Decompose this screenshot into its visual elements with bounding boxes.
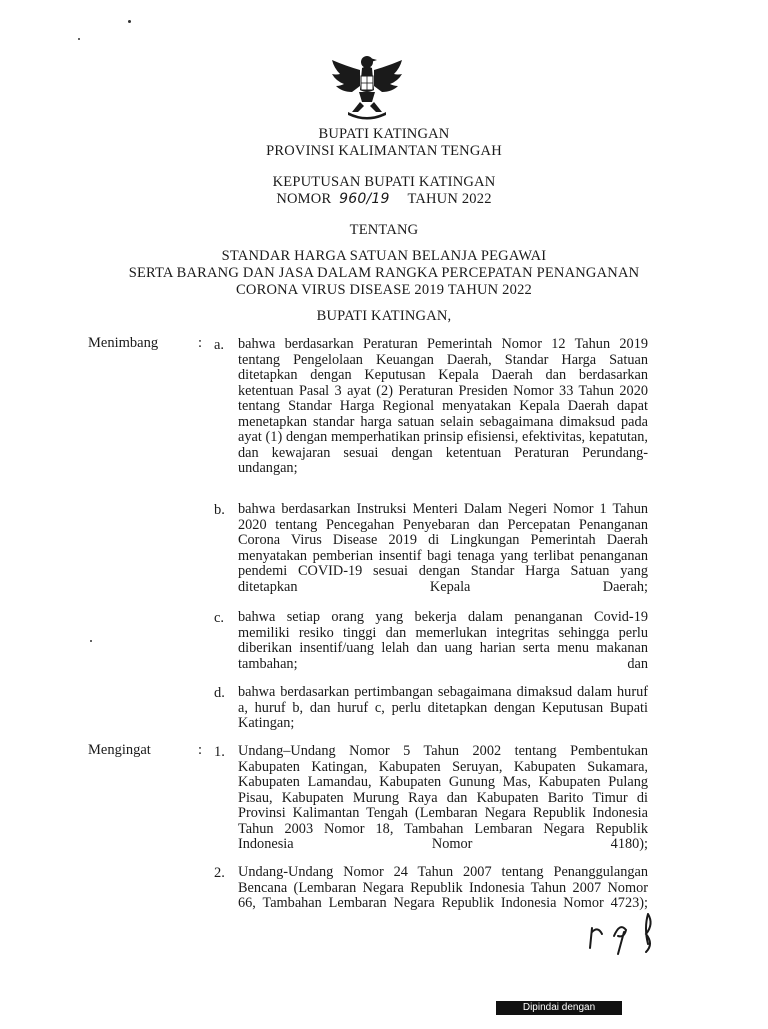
decree-heading	[0, 174, 768, 208]
menimbang-item-text: bahwa berdasarkan Peraturan Pemerintah Nomor 12 Tahun 2019 tentang Pengelolaan Keuangan Daerah, Standar Harga Satuan ditetapkan dengan Keputusan Kepala Daerah dan berdasarkan ketentuan Pasal 3 ayat (2) Peraturan Presiden Nomor 33 Tahun 2020 tentang Standar Harga Regional menyatakan Kepala Daerah dapat menetapkan standar harga satuan selain sebagaimana dimaksud pada ayat (1) dengan memperhatikan prinsip efisiensi, efektivitas, kepatutan, dan kewajaran sesuai dengan ketentuan Peraturan Perundang-undangan;	[238, 336, 648, 476]
nomor-handwritten-value: 960/19	[339, 191, 390, 207]
menimbang-colon: :	[198, 335, 203, 351]
tahun-label: TAHUN 2022	[407, 191, 492, 207]
menimbang-item-text: bahwa berdasarkan pertimbangan sebagaimana dimaksud dalam huruf a, huruf b, dan huruf c, perlu ditetapkan dengan Keputusan Bupati Katingan;	[238, 684, 648, 731]
handwritten-initials-icon	[586, 906, 666, 956]
issuer-line-2: PROVINSI KALIMANTAN TENGAH	[266, 143, 502, 159]
subject-line-1: STANDAR HARGA SATUAN BELANJA PEGAWAI	[221, 248, 547, 264]
tentang-label: TENTANG	[349, 222, 419, 238]
mengingat-item-text: Undang–Undang Nomor 5 Tahun 2002 tentang Pembentukan Kabupaten Katingan, Kabupaten Seruyan, Kabupaten Sukamara, Kabupaten Lamandau, Kabupaten Gunung Mas, Kabupaten Pulang Pisau, Kabupaten Murung Raya dan Kabupaten Barito Timur di Provinsi Kalimantan Tengah (Lembaran Negara Republik Indonesia Tahun 2003 Nomor 18, Tambahan Lembaran Negara Republik Indonesia Nomor 4180);	[238, 743, 648, 852]
menimbang-item-marker: b.	[214, 502, 225, 518]
mengingat-item-marker: 1.	[214, 744, 225, 760]
scan-speck	[90, 640, 92, 642]
issuer-line-1: BUPATI KATINGAN	[318, 126, 450, 142]
menimbang-item-text: bahwa setiap orang yang bekerja dalam penanganan Covid-19 memiliki resiko tinggi dan memerlukan integritas sehingga perlu diberikan insentif/uang lelah dan uang harian serta menu makanan tambahan; dan	[238, 609, 648, 672]
mengingat-item-marker: 2.	[214, 865, 225, 881]
nomor-label: NOMOR	[276, 191, 332, 207]
garuda-emblem-icon	[326, 50, 408, 122]
scan-speck	[128, 20, 131, 23]
scan-speck	[78, 38, 80, 40]
subject-line-2: SERTA BARANG DAN JASA DALAM RANGKA PERCEPATAN PENANGANAN	[128, 265, 640, 281]
decree-subject	[0, 248, 768, 299]
menimbang-item-marker: d.	[214, 685, 225, 701]
menimbang-label: Menimbang	[88, 335, 159, 351]
mengingat-item-text: Undang-Undang Nomor 24 Tahun 2007 tentang Penanggulangan Bencana (Lembaran Negara Republik Indonesia Tahun 2007 Nomor 66, Tambahan Lembaran Negara Republik Indonesia Nomor 4723);	[238, 864, 648, 911]
menimbang-item-text: bahwa berdasarkan Instruksi Menteri Dalam Negeri Nomor 1 Tahun 2020 tentang Pencegahan Penyebaran dan Percepatan Penanganan Corona Virus Disease 2019 di Lingkungan Pemerintah Daerah menyatakan pemberian insentif bagi tenaga yang terlibat penanganan pendemi COVID-19 sesuai dengan Standar Harga Satuan yang ditetapkan Kepala Daerah;	[238, 501, 648, 595]
subject-line-3: CORONA VIRUS DISEASE 2019 TAHUN 2022	[236, 282, 532, 298]
menimbang-item-marker: a.	[214, 337, 225, 353]
issuer-heading	[0, 126, 768, 160]
mengingat-label: Mengingat	[88, 742, 151, 758]
bupati-heading: BUPATI KATINGAN,	[316, 308, 452, 324]
camscanner-watermark: Dipindai dengan CamScanner	[496, 1001, 622, 1015]
mengingat-colon: :	[198, 742, 203, 758]
decree-title: KEPUTUSAN BUPATI KATINGAN	[272, 174, 496, 190]
menimbang-item-marker: c.	[214, 610, 225, 626]
decree-number-line	[276, 191, 491, 208]
